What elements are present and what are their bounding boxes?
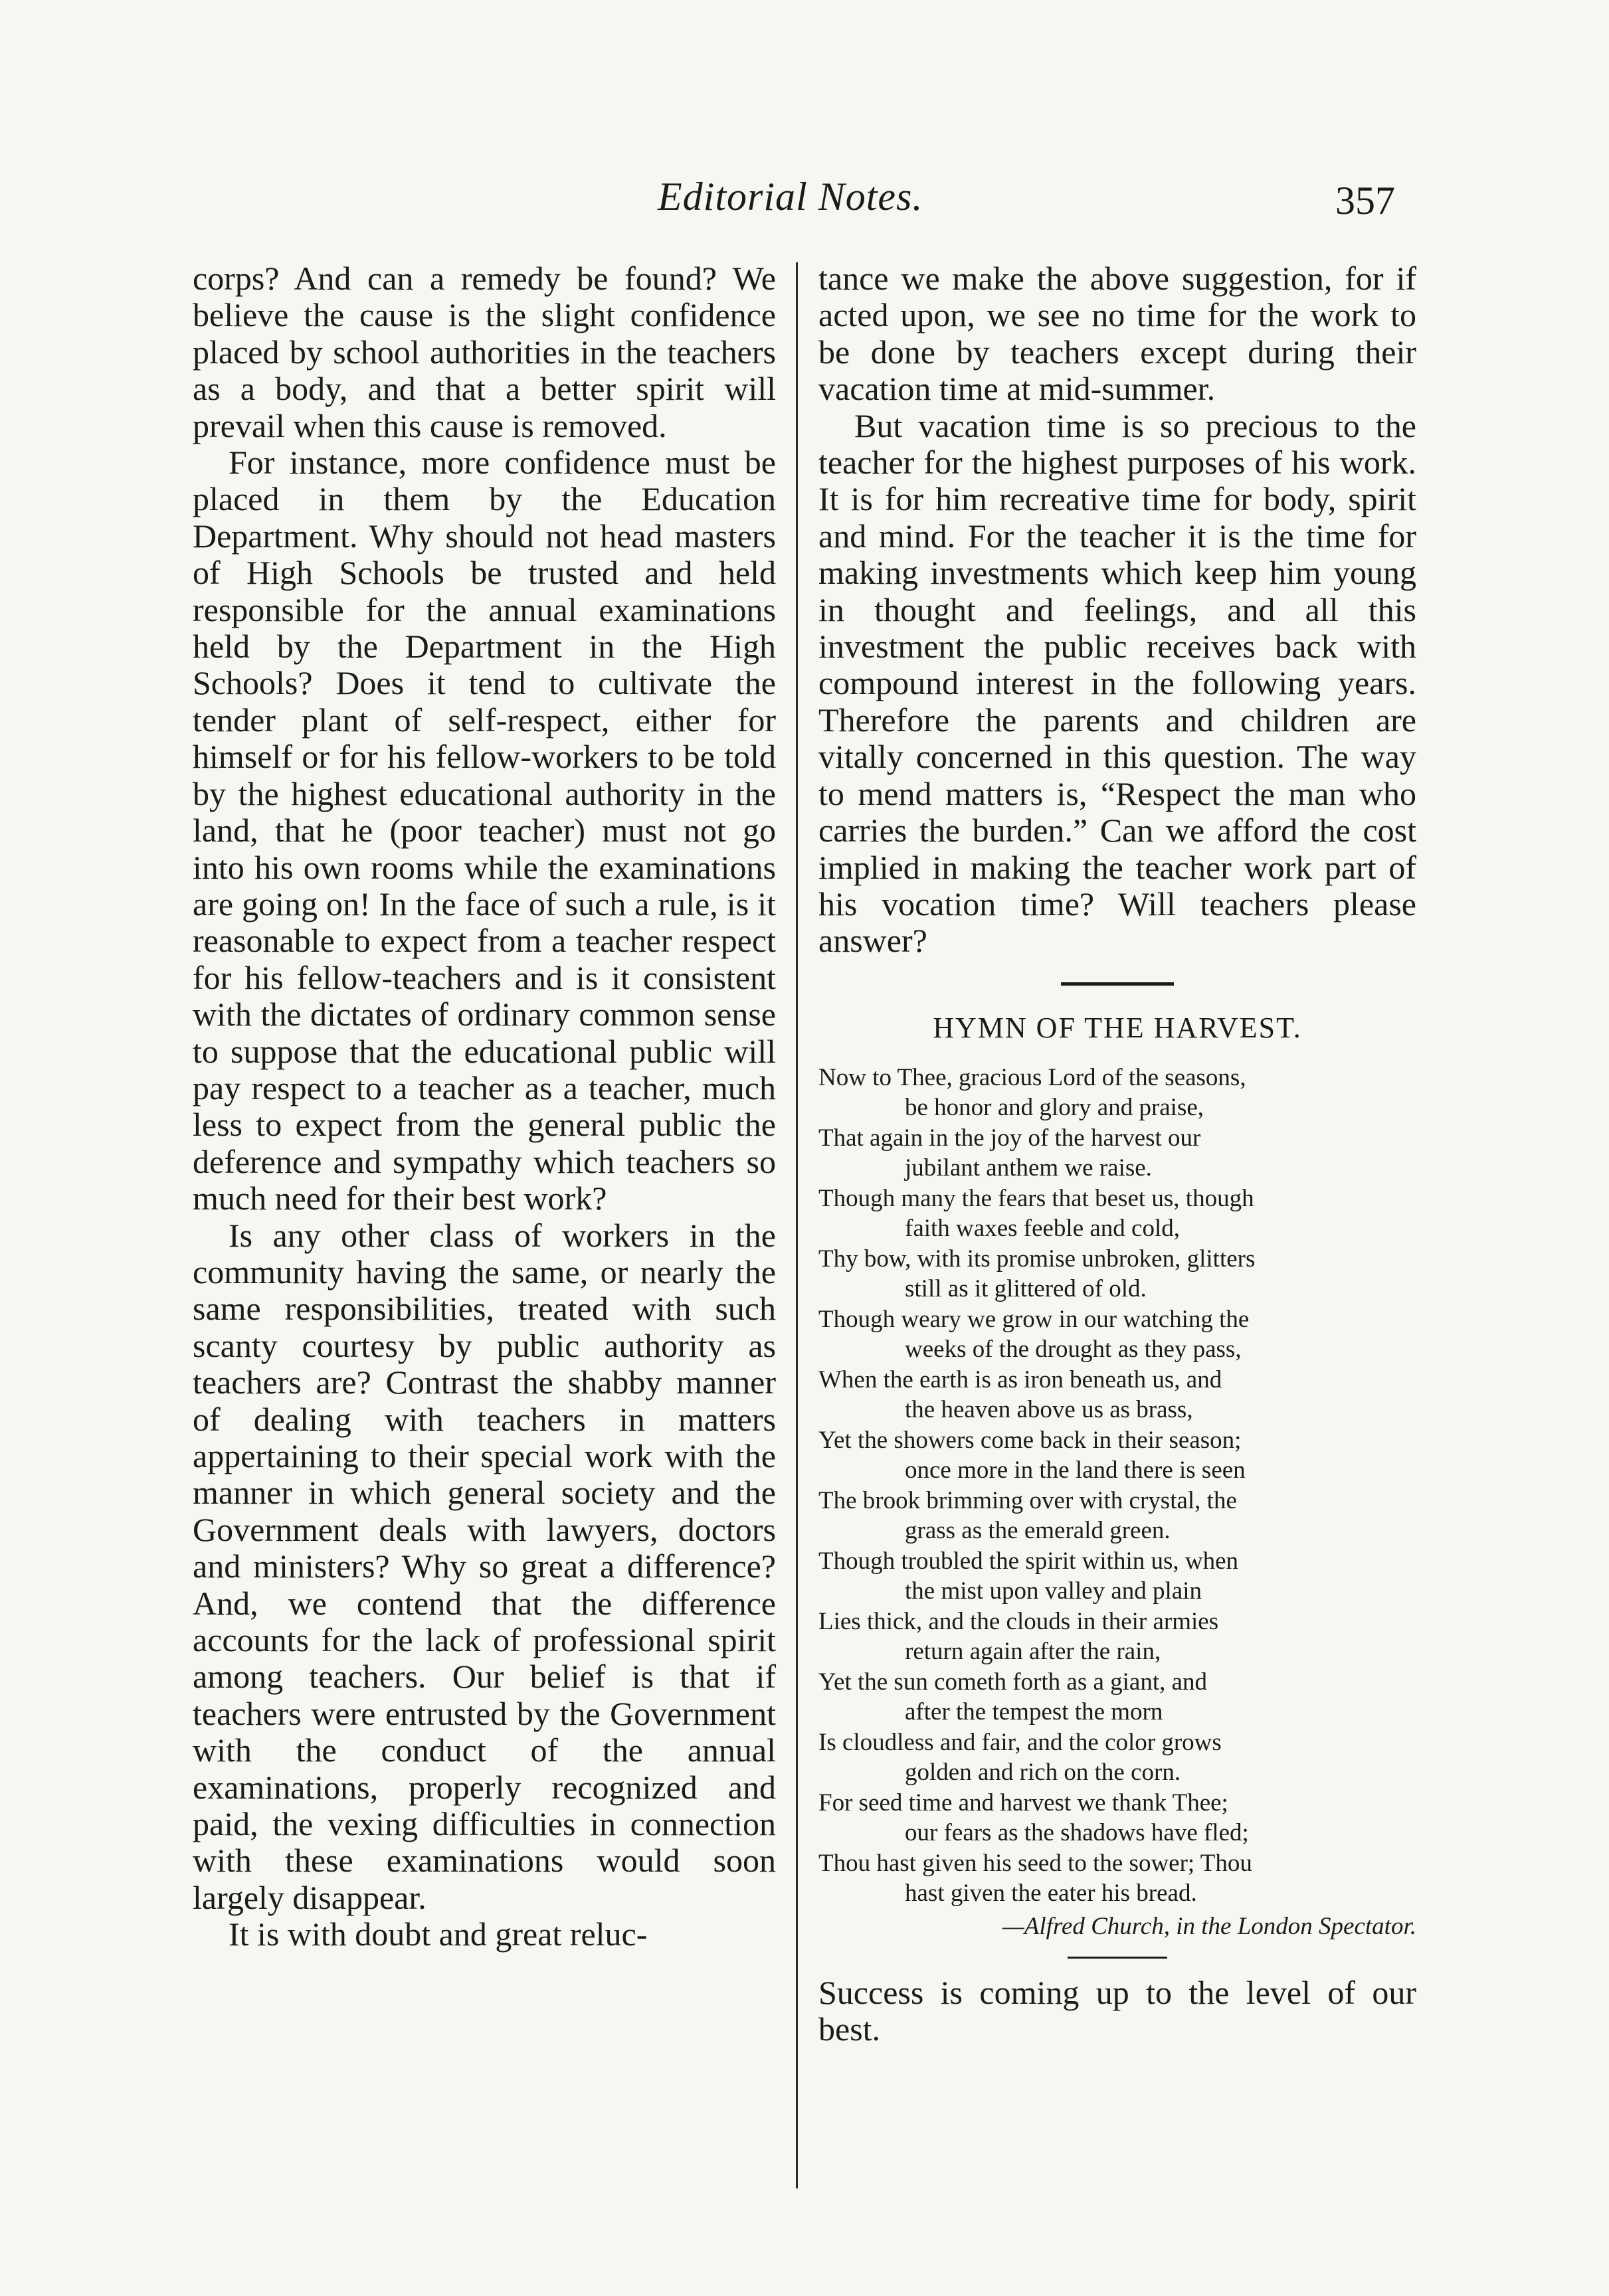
poem-line: Though weary we grow in our watching the	[818, 1305, 1250, 1333]
poem-line: after the tempest the morn	[905, 1698, 1163, 1726]
poem-line: Yet the showers come back in their season;	[818, 1426, 1242, 1454]
poem-line: return again after the rain,	[905, 1638, 1161, 1666]
running-header-title: Editorial Notes.	[658, 175, 923, 219]
poem-line: grass as the emerald green.	[905, 1517, 1171, 1545]
hymn-title: HYMN OF THE HARVEST.	[933, 1011, 1302, 1044]
poem-line: When the earth is as iron beneath us, and	[818, 1366, 1222, 1393]
poem-line: For seed time and harvest we thank Thee;	[818, 1789, 1228, 1816]
section-rule	[1068, 1957, 1167, 1959]
poem-line: Thou hast given his seed to the sower; Thou	[818, 1849, 1252, 1877]
paragraph: But vacation time is so precious to the teacher for the highest purposes of his work. It is for him recreative time for body, spirit and mind. For the teacher it is the time for making investments which keep him young in thought and feelings, and all this investment the public receives back with compound interest in the following years. Therefore the parents and children are vitally concerned in this question. The way to mend matters is, “Respect the man who carries the burden.” Can we afford the cost implied in making the teacher work part of his vocation time? Will teachers please answer?	[818, 406, 1416, 960]
right-column	[818, 260, 1416, 2048]
poem-line: That again in the joy of the harvest our	[818, 1124, 1201, 1152]
paragraph: For instance, more confidence must be placed in them by the Education Department. Why should not head masters of High Schools be trusted and held responsible for the annual examinations held by the Department in the High Schools? Does it tend to cultivate the tender plant of self-respect, either for himself or for his fellow-workers to be told by the highest educational authority in the land, that he (poor teacher) must not go into his own rooms while the examinations are going on! In the face of such a rule, is it reasonable to expect from a teacher respect for his fellow-teachers and is it consistent with the dictates of ordinary common sense to suppose that the educational public will pay respect to a teacher as a teacher, much less to expect from the general public the deference and sympathy which teachers so much need for their best work?	[193, 444, 776, 1217]
section-rule	[1061, 982, 1174, 986]
poem-line: Though many the fears that beset us, though	[818, 1184, 1254, 1212]
poem-line: Now to Thee, gracious Lord of the seasons,	[818, 1063, 1246, 1091]
poem-line: Is cloudless and fair, and the color grows	[818, 1728, 1222, 1756]
poem-line: be honor and glory and praise,	[905, 1094, 1204, 1122]
poem-line: the mist upon valley and plain	[905, 1577, 1202, 1605]
poem-line: hast given the eater his bread.	[905, 1880, 1197, 1907]
poem-line: golden and rich on the corn.	[905, 1759, 1181, 1787]
poem-line: the heaven above us as brass,	[905, 1396, 1193, 1424]
poem-line: Yet the sun cometh forth as a giant, and	[818, 1668, 1208, 1696]
paragraph: Is any other class of workers in the community having the same, or nearly the same responsibilities, treated with such scanty courtesy by public authority as teachers are? Contrast the shabby manner of dealing with teachers in matters appertaining to their special work with the manner in which general society and the Government deals with lawyers, doctors and ministers? Why so great a difference? And, we contend that the difference accounts for the lack of professional spirit among teachers. Our belief is that if teachers were entrusted by the Government with the conduct of the annual examinations, properly recognized and paid, the vexing difficulties in connection with these examinations would soon largely disappear.	[193, 1216, 776, 1916]
poem-line: Though troubled the spirit within us, when	[818, 1547, 1239, 1575]
column-divider	[796, 262, 798, 2188]
hymn-poem	[818, 1063, 1416, 1909]
poem-line: The brook brimming over with crystal, the	[818, 1486, 1237, 1514]
paragraph: tance we make the above suggestion, for if acted upon, we see no time for the work to be done by teachers except during their vacation time at mid-summer.	[818, 260, 1416, 408]
closing-paragraph: Success is coming up to the level of our best.	[818, 1973, 1416, 2048]
poem-line: still as it glittered of old.	[905, 1275, 1147, 1303]
poem-line: once more in the land there is seen	[905, 1457, 1246, 1484]
paragraph: It is with doubt and great reluc-	[229, 1915, 648, 1953]
poem-line: Lies thick, and the clouds in their armies	[818, 1607, 1219, 1635]
paragraph: corps? And can a remedy be found? We believe the cause is the slight confidence placed by school authorities in the teachers as a body, and that a better spirit will prevail when this cause is removed.	[193, 260, 776, 444]
hymn-attribution: —Alfred Church, in the London Spectator.	[1002, 1912, 1416, 1940]
poem-line: Thy bow, with its promise unbroken, glitters	[818, 1245, 1256, 1273]
poem-line: jubilant anthem we raise.	[905, 1154, 1152, 1182]
poem-line: weeks of the drought as they pass,	[905, 1336, 1242, 1364]
page-number: 357	[1335, 179, 1395, 222]
poem-line: our fears as the shadows have fled;	[905, 1819, 1249, 1847]
poem-line: faith waxes feeble and cold,	[905, 1215, 1181, 1243]
left-column	[193, 260, 776, 1953]
